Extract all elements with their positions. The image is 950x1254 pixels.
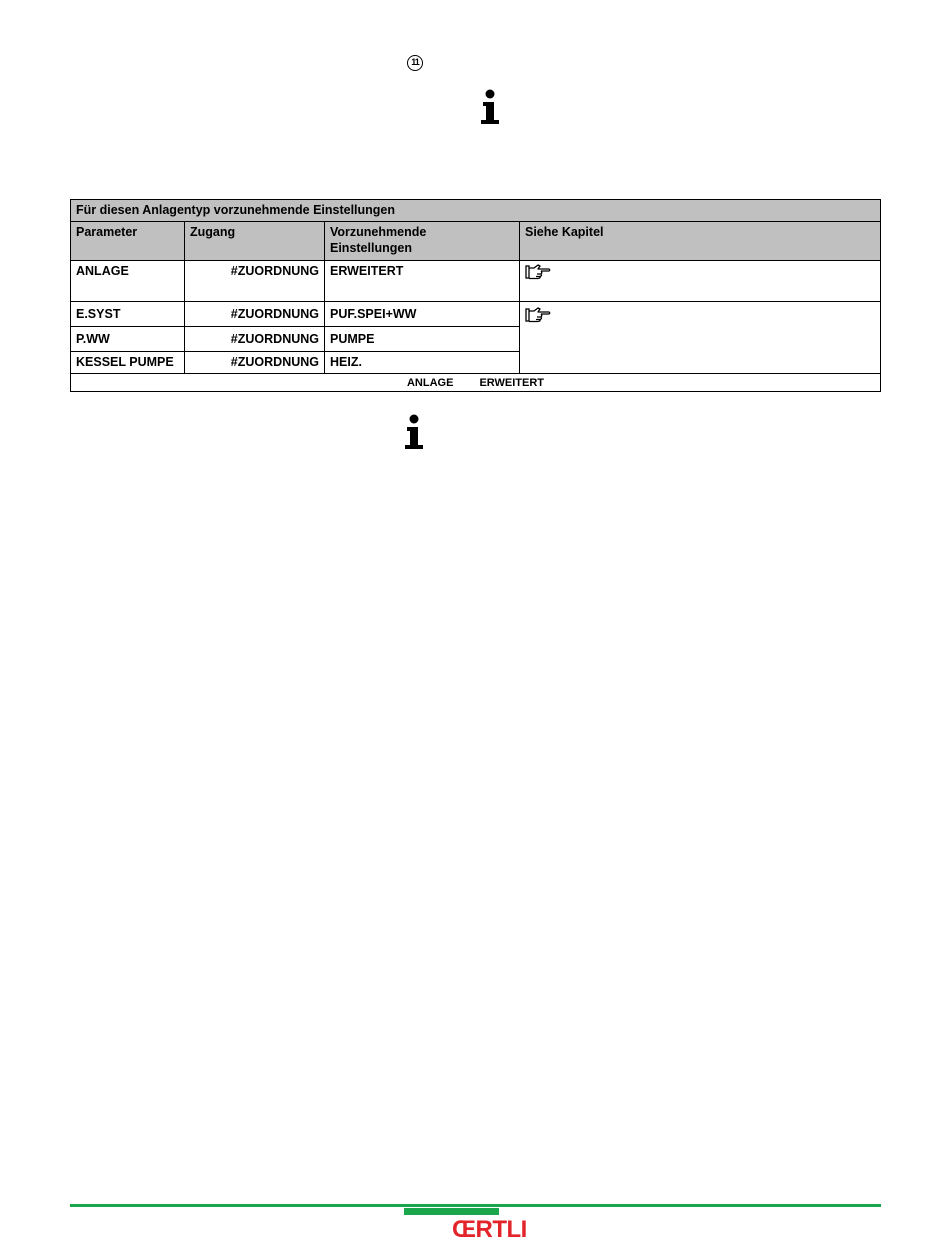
footer-note-part2: ERWEITERT <box>479 377 545 389</box>
cell-parameter: KESSEL PUMPE <box>71 352 185 374</box>
cell-setting: ERWEITERT <box>325 261 520 302</box>
cell-access: #ZUORDNUNG <box>185 261 325 302</box>
circled-number-marker: 11 <box>407 55 423 71</box>
cell-setting: HEIZ. <box>325 352 520 374</box>
pointing-hand-icon <box>525 263 551 281</box>
header-parameter: Parameter <box>71 222 185 261</box>
cell-chapter <box>520 302 881 374</box>
cell-access: #ZUORDNUNG <box>185 302 325 327</box>
footer-tab-accent <box>404 1208 499 1215</box>
cell-parameter: E.SYST <box>71 302 185 327</box>
cell-parameter: ANLAGE <box>71 261 185 302</box>
header-settings-line1: Vorzunehmende <box>330 225 427 239</box>
info-icon <box>480 89 501 125</box>
table-title: Für diesen Anlagentyp vorzunehmende Einstellungen <box>71 200 881 222</box>
header-chapter: Siehe Kapitel <box>520 222 881 261</box>
header-settings-line2: Einstellungen <box>330 241 412 255</box>
footer-divider <box>70 1204 881 1207</box>
pointing-hand-icon <box>525 306 551 324</box>
cell-parameter: P.WW <box>71 327 185 352</box>
header-access: Zugang <box>185 222 325 261</box>
cell-access: #ZUORDNUNG <box>185 327 325 352</box>
settings-table <box>70 199 881 392</box>
header-settings <box>325 222 520 261</box>
cell-setting: PUMPE <box>325 327 520 352</box>
table-row <box>71 302 881 327</box>
cell-chapter <box>520 261 881 302</box>
cell-access: #ZUORDNUNG <box>185 352 325 374</box>
table-footer-note <box>71 374 881 392</box>
table-row <box>71 261 881 302</box>
footer-note-part1: ANLAGE <box>406 377 454 389</box>
brand-logo: ŒRTLI <box>452 1216 527 1243</box>
info-icon <box>404 414 425 450</box>
cell-setting: PUF.SPEI+WW <box>325 302 520 327</box>
